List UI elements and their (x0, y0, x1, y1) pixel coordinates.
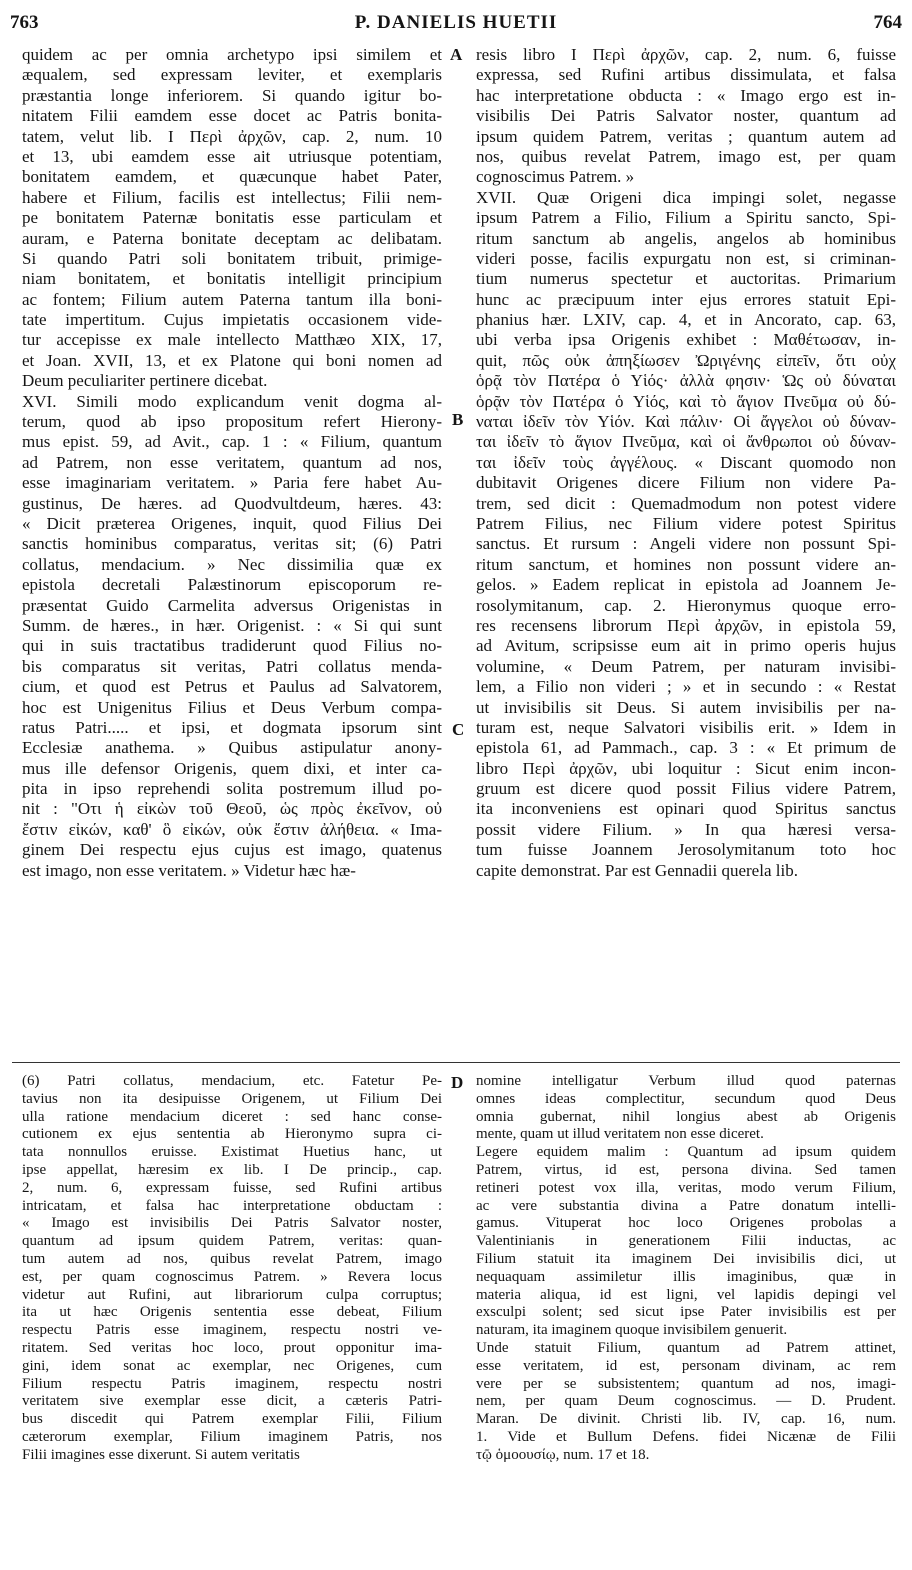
text-line: tum autem ad nos, quibus revelat Patrem, imago (22, 1250, 442, 1267)
text-line: tatem, velut lib. I Περὶ ἀρχῶν, cap. 2, num. 10 (22, 126, 442, 146)
text-line: ὁρᾷν τὸν Πατέρα ὁ Υἱός, καὶ τὸ ἅγιον Πνεῦμα οὐ δύ- (476, 391, 896, 411)
text-line: Patrem, virtus, id est, persona divina. Sed tamen (476, 1161, 896, 1178)
text-line: ται ἰδεῖν τὸ ἅγιον Πνεῦμα, καὶ οἱ ἄνθρωποι οὐ δύναν- (476, 432, 896, 452)
text-line: nit : "Οτι ἡ εἰκὼν τοῦ Θεοῦ, ὡς πρὸς ἐκεῖνον, οὐ (22, 799, 442, 819)
margin-marker-c: C (452, 720, 465, 739)
footnote-left-column (22, 1073, 442, 1465)
text-line: quit, πῶς οὐκ ἀπηξίωσεν Ὠριγένης εἰπεῖν, ὅτι οὐχ (476, 350, 896, 370)
text-line: nequaquam assimiletur illis imaginibus, quæ in (476, 1268, 896, 1285)
text-line: esse imaginariam veritatem. » Paria fere habet Au- (22, 473, 442, 493)
text-line: ginem Dei respectu ejus cujus est imago, quatenus (22, 840, 442, 860)
text-line: ipsum Patrem a Filio, Filium a Spiritu sancto, Spi- (476, 208, 896, 228)
footnote-right-column (476, 1073, 896, 1465)
text-line: Si quando Patri soli bonitatem tribuit, primige- (22, 248, 442, 268)
text-line: habere et Filium, facilis est intellectus; Filii nem- (22, 187, 442, 207)
text-line: expressa, sed Rufini artibus dissimulata, et falsa (476, 65, 896, 85)
text-line: ac fontem; Filium autem Paterna tantum illa boni- (22, 289, 442, 309)
text-line: videtur aut Rufini, aut librariorum culpa corruptus; (22, 1286, 442, 1303)
left-page-number: 763 (10, 12, 39, 33)
text-line: bis comparatus sit veritas, Patri collatus menda- (22, 656, 442, 676)
text-line: collatus, mendacium. » Nec dissimilia quæ ex (22, 554, 442, 574)
text-line: præsentat Guido Carmelita adversus Origenistas in (22, 595, 442, 615)
text-line: (6) Patri collatus, mendacium, etc. Fatetur Pe- (22, 1073, 442, 1089)
text-line: et 13, ubi eamdem esse ait utriusque potentiam, (22, 146, 442, 166)
text-line: « Imago est invisibilis Dei Patris Salvator noster, (22, 1215, 442, 1232)
text-line: tavius non ita desipuisse Origenem, ut Filium Dei (22, 1090, 442, 1107)
text-line: vere per se subsistentem; quantum ad nos, imagi- (476, 1375, 896, 1392)
text-line: nomine intelligatur Verbum illud quod paternas (476, 1073, 896, 1089)
text-line: est, per quam cognoscimus Patrem. » Revera locus (22, 1268, 442, 1285)
text-line: 2, num. 6, expressam fuisse, sed Rufini artibus (22, 1179, 442, 1196)
text-line: nitatem Filii eamdem esse docet ac Patris bonita- (22, 106, 442, 126)
text-line: hunc ac præcipuum inter ejus errores statuit Epi- (476, 289, 896, 309)
text-line: epistola decretali Palæstinorum episcoporum re- (22, 575, 442, 595)
text-line: qui in suis tractatibus tradiderunt quod Filius no- (22, 636, 442, 656)
text-line: epistola 61, ad Pammach., cap. 3 : « Et primum de (476, 738, 896, 758)
text-line: Unde statuit Filium, quantum ad Patrem attinet, (476, 1339, 896, 1356)
text-line: ritum sanctum ab angelis, angelos ab hominibus (476, 228, 896, 248)
main-text-right-column (476, 45, 896, 881)
text-line: tata nonnullos eruisse. Existimat Huetius hanc, ut (22, 1144, 442, 1161)
text-line: respectu Patris esse imaginem, respectu nostri ve- (22, 1322, 442, 1339)
text-line: auram, e Paterna bonitate deceptam ac delibatam. (22, 228, 442, 248)
text-line: materia aliqua, id est ligni, vel lapidis depingi vel (476, 1286, 896, 1303)
text-line: terum, quod ab ipso propositum refert Hierony- (22, 412, 442, 432)
text-line: naturam, ita imaginem quoque invisibilem genuerit. (476, 1322, 788, 1339)
margin-marker-b: B (452, 410, 464, 429)
text-line: ipse appellat, hæresim ex lib. I De princip., cap. (22, 1161, 442, 1178)
text-line: ratus Patri..... et ipsi, et dogmata ipsorum sint (22, 717, 442, 737)
text-line: 1. Vide et Bullum Defens. fidei Nicænæ de Filii (476, 1428, 896, 1445)
text-line: lem, a Filio non videri ; » et in secundo : « Restat (476, 677, 896, 697)
text-line: Maran. De divinit. Christi lib. IV, cap. 16, num. (476, 1411, 896, 1428)
text-line: sanctus. Et rursum : Angeli videre non possunt Spi- (476, 534, 896, 554)
right-page-number: 764 (873, 12, 902, 33)
text-line: niam bonitatem, et bonitatis intelligit principium (22, 269, 442, 289)
text-line: possit videre Filium. » In qua hæresi versa- (476, 819, 896, 839)
text-line: gamus. Vituperat hoc loco Origenes probolas a (476, 1215, 896, 1232)
text-line: intricatam, et falsa hac interpretatione obductam : (22, 1197, 442, 1214)
text-line: ritatem. Sed veritas hoc loco, prout opponitur ima- (22, 1339, 442, 1356)
text-line: gustinus, De hæres. ad Quodvultdeum, hæres. 43: (22, 493, 442, 513)
text-line: exsculpi solent; sed sicut ipse Pater invisibilis est per (476, 1304, 896, 1321)
text-line: retineri potest vox illa, veritas, modo verum Filium, (476, 1179, 896, 1196)
text-line: Legere equidem malim : Quantum ad ipsum quidem (476, 1144, 896, 1161)
text-line: cutionem ex ejus sententia ab Hieronymo supra ci- (22, 1126, 442, 1143)
text-line: dubitavit Origenes dicere Filium non videre Pa- (476, 473, 896, 493)
text-line: mente, quam ut illud veritatem non esse diceret. (476, 1126, 764, 1143)
footnote-divider (12, 1062, 900, 1063)
text-line: mus ille defensor Origenis, quem dixi, et inter ca- (22, 758, 442, 778)
text-line: Filii imagines esse dixerunt. Si autem veritatis (22, 1446, 300, 1463)
text-line: tate impertitum. Cujus impietatis occasionem vide- (22, 310, 442, 330)
text-line: ubi verba ipsa Origenis exhibet : Μαθέτωσαν, in- (476, 330, 896, 350)
text-line: ac vere substantia divina a Patre donatum intelli- (476, 1197, 896, 1214)
running-title: P. DANIELIS HUETII (354, 12, 558, 33)
text-line: resis libro I Περὶ ἀρχῶν, cap. 2, num. 6, fuisse (476, 45, 896, 64)
text-line: capite demonstrat. Par est Gennadii querela lib. (476, 860, 798, 880)
text-line: Ecclesiæ anathema. » Quibus astipulatur anony- (22, 738, 442, 758)
text-line: hoc est Unigenitus Filius et Deus Verbum compa- (22, 697, 442, 717)
text-line: cognoscimus Patrem. » (476, 167, 635, 187)
text-line: esse veritatem, id est, personam divinam, ac rem (476, 1357, 896, 1374)
text-line: cium, et quod est Petrus et Paulus ad Salvatorem, (22, 677, 442, 697)
text-line: tum fuisse Joannem Jerosolymitanum toto hoc (476, 840, 896, 860)
text-line: τῷ ὁμοουσίῳ, num. 17 et 18. (476, 1446, 650, 1463)
text-line: ita inconveniens est opinari quod Spiritus sanctus (476, 799, 896, 819)
text-line: et Joan. XVII, 13, et ex Platone qui boni nomen ad (22, 350, 442, 370)
margin-marker-d: D (451, 1073, 464, 1092)
text-line: sanctis hominibus comparatus, veritas sit; (6) Patri (22, 534, 442, 554)
text-line: phanius hær. LXIV, cap. 4, et in Ancorato, cap. 63, (476, 310, 896, 330)
text-line: ναται ἰδεῖν τὸν Υἱόν. Καὶ πάλιν· Οἱ ἄγγελοι οὐ δύναν- (476, 412, 896, 432)
text-line: « Dicit præterea Origenes, inquit, quod Filius Dei (22, 513, 442, 533)
text-line: volumine, « Deum Patrem, per naturam invisibi- (476, 656, 896, 676)
text-line: pita in ipso reprehendi solita postremum illud po- (22, 779, 442, 799)
text-line: veritatem sive exemplar esse dicit, a cæteris Patri- (22, 1393, 442, 1410)
text-line: nem, per quam Deum cognoscimus. — D. Prudent. (476, 1393, 896, 1410)
text-line: gelos. » Eadem replicat in epistola ad Joannem Je- (476, 575, 896, 595)
text-line: ipsum quidem Patrem, veritas ; quantum autem ad (476, 126, 896, 146)
text-line: ritum sanctum, et homines non possunt videre an- (476, 554, 896, 574)
text-line: Patrem Filius, nec Filium videre potest Spiritus (476, 513, 896, 533)
text-line: libro Περὶ ἀρχῶν, ubi loquitur : Sicut enim incon- (476, 758, 896, 778)
text-line: ita ut hæc Origenis sententia esse debeat, Filium (22, 1304, 442, 1321)
text-line: Filium respectu Patris imaginem, respectu nostri (22, 1375, 442, 1392)
text-line: ται ἰδεῖν τοὺς ἀγγέλους. « Discant quomodo non (476, 452, 896, 472)
text-line: gini, idem sonat ac exemplar, nec Origenes, cum (22, 1357, 442, 1374)
text-line: ulla ratione mendacium diceret : sed hanc conse- (22, 1108, 442, 1125)
text-line: hac interpretatione obducta : « Imago ergo est in- (476, 85, 896, 105)
text-line: gruum est dicere quod possit Filius videre Patrem, (476, 779, 896, 799)
text-line: ἔστιν εἰκών, καθ' ὃ εἰκών, οὐκ ἔστιν ἀλήθεια. « Ima- (22, 819, 442, 839)
text-line: Deum peculiariter pertinere dicebat. (22, 371, 268, 391)
text-line: turam est, neque Salvatori visibilis erit. » Idem in (476, 717, 896, 737)
text-line: bonitatem eamdem, et quæcunque habet Pater, (22, 167, 442, 187)
margin-marker-a: A (450, 45, 463, 64)
text-line: ad Patrem, non esse veritatem, quantum ad nos, (22, 452, 442, 472)
text-line: ad Avitum, scripsisse eum ait in primo operis hujus (476, 636, 896, 656)
text-line: pe bonitatem Paternæ bonitatis esse particulam et (22, 208, 442, 228)
text-line: tium numerus spectetur et auctoritas. Primarium (476, 269, 896, 289)
text-line: Summ. de hæres., in hær. Origenist. : « Si qui sunt (22, 615, 442, 635)
text-line: cæterorum exemplar, Filium imaginem Patris, nos (22, 1428, 442, 1445)
text-line: præstantia longe inferiorem. Si quando igitur bo- (22, 85, 442, 105)
text-line: omnia gubernat, nihil longius abest ab Origenis (476, 1108, 896, 1125)
text-line: bus discedit qui Patrem exemplar Filii, Filium (22, 1411, 442, 1428)
text-line: ut invisibilis sit Deus. Si autem invisibilis per na- (476, 697, 896, 717)
main-text-left-column (22, 45, 442, 881)
text-line: trem, sed dicit : Quemadmodum non potest videre (476, 493, 896, 513)
text-line: est imago, non esse veritatem. » Videtur hæc hæ- (22, 860, 356, 880)
text-line: quantum ad ipsum quidem Patrem, veritas: quan- (22, 1233, 442, 1250)
text-line: XVII. Quæ Origeni dica impingi solet, negasse (476, 187, 896, 207)
text-line: quidem ac per omnia archetypo ipsi similem et (22, 45, 442, 64)
text-line: nos, quibus revelat Patrem, imago est, per quam (476, 146, 896, 166)
text-line: tur accepisse ex male intellecto Matthæo XIX, 17, (22, 330, 442, 350)
text-line: ὁρᾷ τὸν Πατέρα ὁ Υἱός· ἀλλὰ φησιν· Ὡς οὐ δύναται (476, 371, 896, 391)
text-line: videri posse, facilis expurgatu non est, si criminan- (476, 248, 896, 268)
text-line: XVI. Simili modo explicandum venit dogma al- (22, 391, 442, 411)
text-line: Filium statuit ita imaginem Dei invisibilis dici, ut (476, 1250, 896, 1267)
text-line: mus epist. 59, ad Avit., cap. 1 : « Filium, quantum (22, 432, 442, 452)
text-line: rosolymitanum, cap. 2. Hieronymus quoque erro- (476, 595, 896, 615)
text-line: Valentinianis in generationem Filii inductas, ac (476, 1233, 896, 1250)
text-line: visibilis Dei Patris Salvator noster, quantum ad (476, 106, 896, 126)
text-line: omnes ideas complectitur, secundum quod Deus (476, 1090, 896, 1107)
text-line: æqualem, sed expressam leviter, et exemplaris (22, 65, 442, 85)
text-line: res recensens librorum Περὶ ἀρχῶν, in epistola 59, (476, 615, 896, 635)
